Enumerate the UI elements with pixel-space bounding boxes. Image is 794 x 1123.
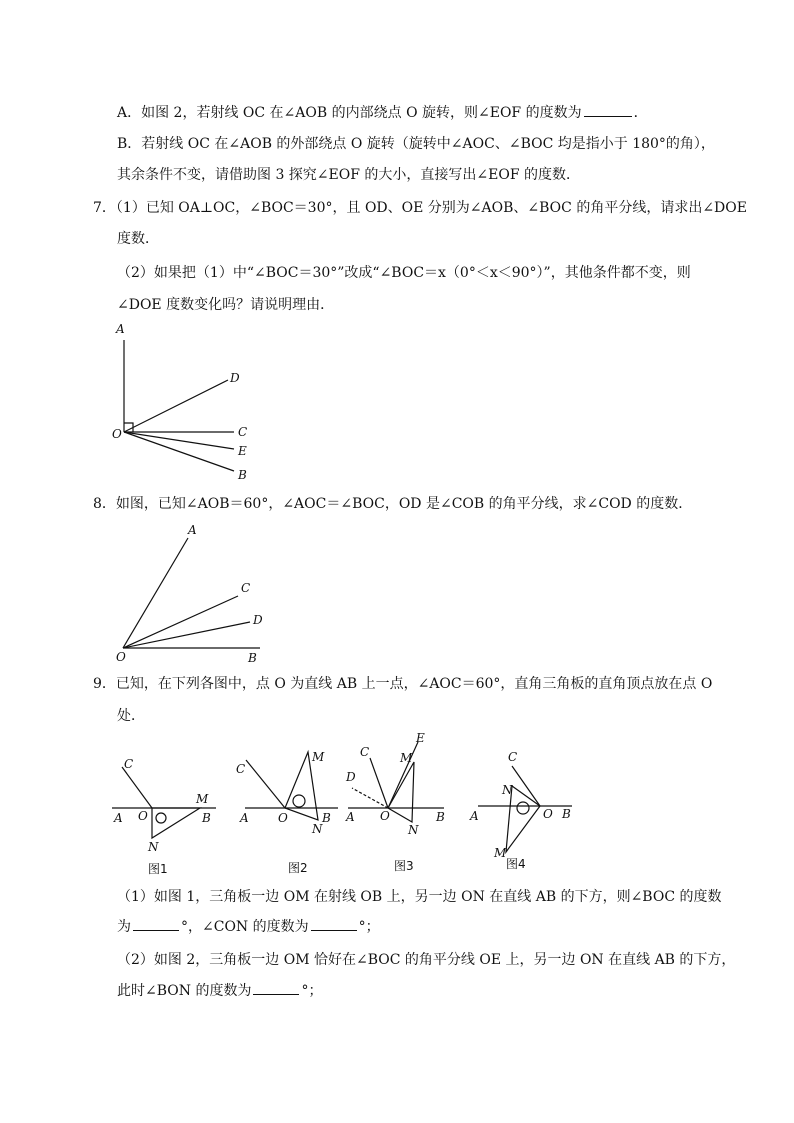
q9-line2: 处．	[117, 708, 145, 724]
fig2-label-C: C	[236, 762, 246, 776]
q9-part1-prefix: 为	[117, 919, 131, 935]
q9-part2-line2	[117, 981, 322, 1001]
fig3-label-A: A	[346, 810, 355, 824]
figure-4	[478, 766, 572, 852]
fig1-caption: 图1	[148, 862, 168, 876]
fig4-label-C: C	[508, 750, 518, 764]
label-E: E	[238, 444, 247, 458]
fig1-label-C: C	[124, 757, 134, 771]
fig3-label-C: C	[360, 745, 370, 759]
label-C: C	[238, 425, 248, 439]
label-A: A	[188, 523, 197, 537]
fig3-label-E: E	[416, 731, 425, 745]
fig3-label-M: M	[400, 751, 413, 765]
q6-part-a-end: ．	[633, 105, 648, 121]
fig4-label-A: A	[470, 809, 479, 823]
fig1-label-A: A	[114, 811, 123, 825]
fig4-label-N: N	[502, 783, 513, 797]
q9-part1-line1: （1）如图 1，三角板一边 OM 在射线 OB 上，另一边 ON 在直线 AB 的下方，则∠BOC 的度数	[117, 889, 722, 905]
fig3-label-O: O	[380, 809, 390, 823]
fig4-label-M: M	[494, 846, 507, 860]
q7-line1: 7．（1）已知 OA⊥OC，∠BOC＝30°，且 OD、OE 分别为∠AOB、∠BOC 的角平分线，请求出∠DOE	[93, 200, 747, 216]
fig2-label-M: M	[312, 750, 325, 764]
answer-blank-con[interactable]	[311, 918, 357, 931]
fig3-label-N: N	[408, 823, 419, 837]
fig4-caption: 图4	[506, 857, 526, 871]
q6-part-b-line2: 其余条件不变，请借助图 3 探究∠EOF 的大小，直接写出∠EOF 的度数．	[117, 167, 580, 183]
q6-part-a-text: A．如图 2，若射线 OC 在∠AOB 的内部绕点 O 旋转，则∠EOF 的度数为	[117, 105, 582, 121]
q9-part1-mid: °，∠CON 的度数为	[181, 919, 309, 935]
q7-line2: 度数．	[117, 231, 159, 247]
label-B: B	[248, 651, 257, 665]
fig3-label-D: D	[346, 770, 356, 784]
q9-part1-end: °；	[358, 919, 380, 935]
q9-part2-line1: （2）如图 2，三角板一边 OM 恰好在∠BOC 的角平分线 OE 上，另一边 ON 在直线 AB 的下方，	[117, 952, 736, 968]
fig2-label-O: O	[278, 811, 288, 825]
q9-line1: 9．已知，在下列各图中，点 O 为直线 AB 上一点，∠AOC＝60°，直角三角板的直角顶点放在点 O	[93, 676, 713, 692]
label-O: O	[112, 427, 122, 441]
fig4-label-B: B	[562, 807, 571, 821]
fig2-label-B: B	[322, 811, 331, 825]
label-D: D	[230, 371, 240, 385]
q7-line4: ∠DOE 度数变化吗？请说明理由．	[117, 297, 335, 313]
q6-part-b-line1: B．若射线 OC 在∠AOB 的外部绕点 O 旋转（旋转中∠AOC、∠BOC 均是指小于 180°的角），	[117, 136, 715, 152]
fig4-label-O: O	[543, 807, 553, 821]
fig2-label-A: A	[240, 811, 249, 825]
fig3-caption: 图3	[394, 859, 414, 873]
q7-line3: （2）如果把（1）中“∠BOC＝30°”改成“∠BOC＝x（0°＜x＜90°）”，其他条件都不变，则	[117, 265, 691, 281]
label-C: C	[241, 581, 251, 595]
label-D: D	[253, 613, 263, 627]
fig1-label-B: B	[202, 811, 211, 825]
label-B: B	[238, 468, 247, 482]
label-O: O	[116, 650, 126, 664]
fig1-label-N: N	[148, 840, 159, 854]
fig3-label-B: B	[436, 810, 445, 824]
fig1-label-O: O	[138, 809, 148, 823]
q9-part2-prefix: 此时∠BON 的度数为	[117, 983, 252, 999]
q8-line1: 8．如图，已知∠AOB＝60°，∠AOC＝∠BOC，OD 是∠COB 的角平分线，求∠COD 的度数．	[93, 496, 693, 512]
q9-part2-end: °；	[301, 983, 323, 999]
answer-blank-boc[interactable]	[133, 918, 179, 931]
label-A: A	[116, 322, 125, 336]
fig1-label-M: M	[196, 792, 209, 806]
fig2-label-N: N	[312, 822, 323, 836]
q9-part1-line2	[117, 917, 380, 937]
answer-blank-bon[interactable]	[253, 982, 299, 995]
fig2-caption: 图2	[288, 861, 308, 875]
